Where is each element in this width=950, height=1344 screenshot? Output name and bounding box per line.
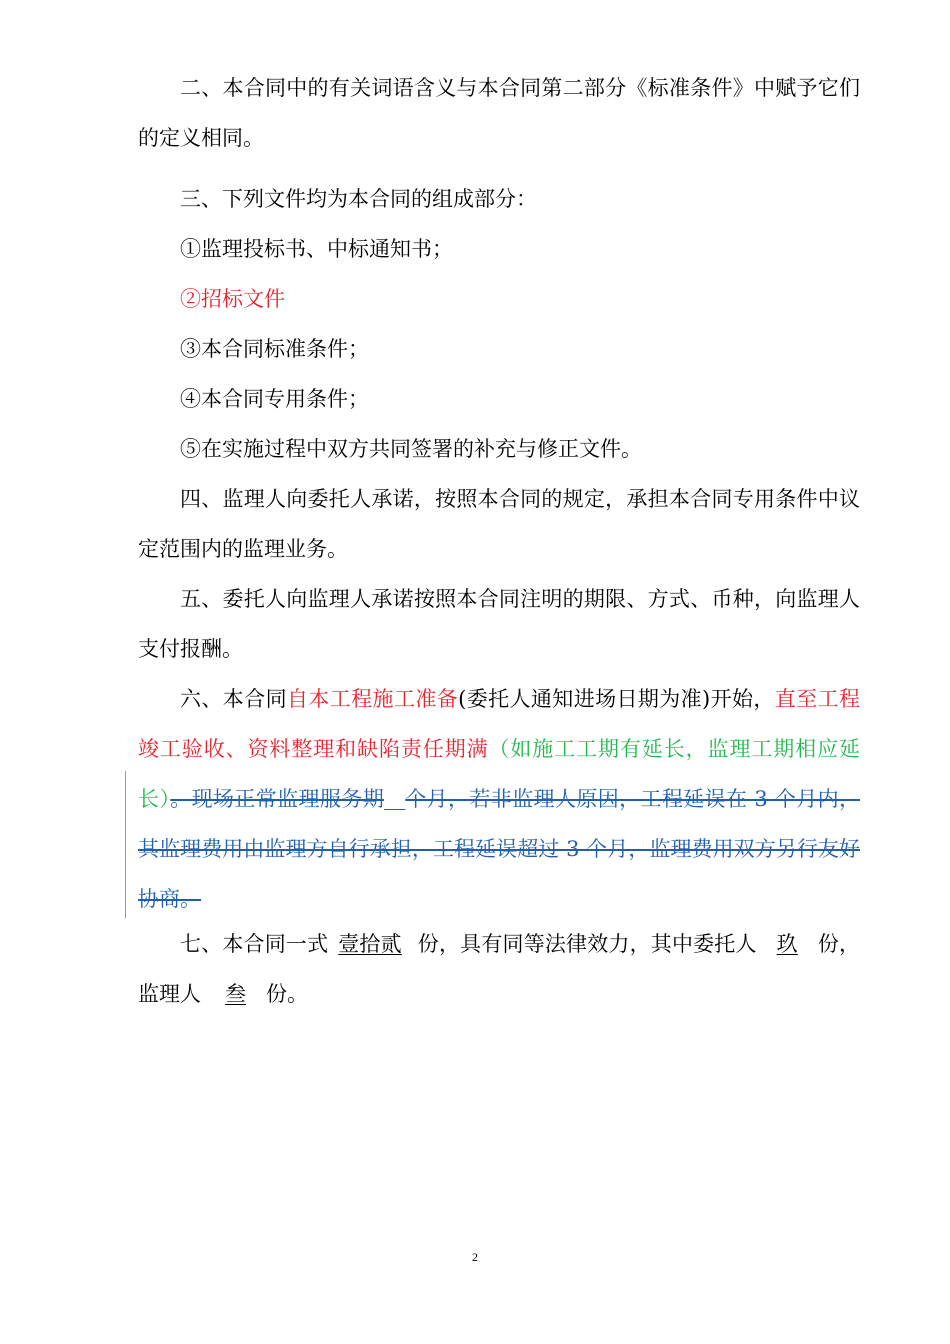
clause-6-extension-note: （如施工工期有延长，监理工期相应延长） [138,737,860,811]
clause-5: 五、委托人向监理人承诺按照本合同注明的期限、方式、币种，向监理人支付报酬。 [138,587,860,661]
clause-3-item-2: ②招标文件 [180,287,285,311]
clause-3-item-5: ⑤在实施过程中双方共同签署的补充与修正文件。 [180,437,642,461]
clause-2: 二、本合同中的有关词语含义与本合同第二部分《标准条件》中赋予它们的定义相同。 [138,76,860,150]
clause-3-item-4: ④本合同专用条件； [180,387,369,411]
clause-7-text-2: 份，具有同等法律效力，其中委托人 [417,932,757,956]
clause-6-deleted-text-b: 个月，若非监理人原因，工程延误在 3 个月内，其监理费用由监理方自行承担，工程延误超过 3 个月，监理费用双方另行友好协商。 [138,787,860,911]
revision-change-bar [125,771,126,918]
clause-6-note: (委托人通知进场日期为准)开始， [458,687,775,711]
clause-7-copies-supervisor: 叁 [225,982,246,1006]
clause-7-copies-total: 壹拾贰 [338,932,402,956]
clause-3-intro: 三、下列文件均为本合同的组成部分： [180,187,537,211]
clause-6-deleted-text-a: 。现场正常监理服务期 [170,787,385,811]
clause-7-copies-client: 玖 [776,932,798,956]
clause-7 [138,919,860,1019]
clause-7-text-3: 份，监理人 [138,932,861,1006]
clause-4: 四、监理人向委托人承诺，按照本合同的规定，承担本合同专用条件中议定范围内的监理业务。 [138,487,860,561]
page-number: 2 [472,1250,478,1264]
clause-3-item-3: ③本合同标准条件； [180,337,369,361]
clause-7-text-1: 七、本合同一式 [180,932,329,956]
clause-6-end-condition: 直至工程竣工验收、资料整理和缺陷责任期满 [138,687,861,761]
clause-6-text: 六、本合同 [180,687,287,711]
clause-7-text-4: 份。 [266,982,308,1006]
clause-6-deleted-blank [384,787,405,811]
clause-6-start-date: 自本工程施工准备 [286,687,459,711]
clause-6 [138,674,860,924]
clause-3-item-1: ①监理投标书、中标通知书； [180,237,453,261]
